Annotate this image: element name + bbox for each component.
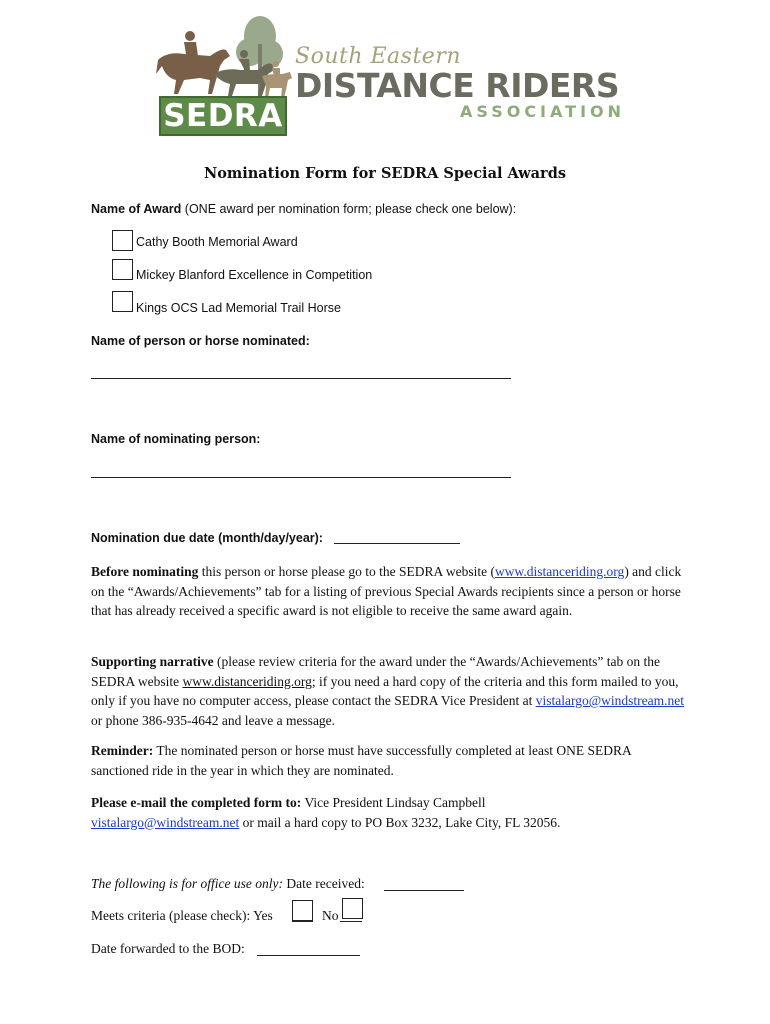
email-instructions-paragraph	[91, 793, 691, 832]
checkbox-kings-ocs-lad[interactable]	[112, 291, 133, 312]
reminder-paragraph	[91, 741, 691, 780]
email-lead: Please e-mail the completed form to:	[91, 795, 302, 810]
logo-script-text: South Eastern	[295, 44, 461, 69]
reminder-lead: Reminder:	[91, 743, 154, 758]
nominee-label: Name of person or horse nominated:	[91, 334, 310, 348]
yes-underline	[292, 921, 313, 922]
logo-association-text: ASSOCIATION	[460, 102, 626, 121]
before-text-1: this person or horse please go to the SEDRA website (	[198, 564, 495, 579]
narrative-text-2: ; if you need a hard copy of the criteria and this form mailed to you, only if you have no computer access, please contact the SEDRA Vice President at	[91, 673, 679, 708]
sedra-badge: SEDRA	[159, 96, 287, 136]
award-instruction: (ONE award per nomination form; please check one below):	[181, 202, 517, 216]
checkbox-cathy-booth[interactable]	[112, 230, 133, 251]
no-underline	[340, 921, 362, 922]
narrative-text-3: or phone 386-935-4642 and leave a message.	[91, 712, 336, 728]
due-date-input-line[interactable]	[334, 543, 460, 544]
sedra-logo	[150, 14, 626, 134]
office-use-intro: The following is for office use only:	[91, 876, 283, 891]
date-forwarded-input-line[interactable]	[257, 955, 360, 956]
checkbox-yes[interactable]	[292, 900, 313, 921]
before-text-2: ) and click on the “Awards/Achievements” tab for a listing of previous Special Awards recipients since a person or horse that has already received a specific award is not eligible to receive the same award again.	[91, 564, 682, 618]
date-received-input-line[interactable]	[384, 890, 464, 891]
date-forwarded-label: Date forwarded to the BOD:	[91, 941, 245, 956]
award-option-1: Cathy Booth Memorial Award	[136, 235, 298, 249]
form-title: Nomination Form for SEDRA Special Awards	[203, 165, 567, 182]
supporting-narrative-paragraph	[91, 652, 691, 730]
logo-main-text: DISTANCE RIDERS	[295, 66, 620, 105]
award-option-2: Mickey Blanford Excellence in Competition	[136, 268, 373, 282]
before-nominating-lead: Before nominating	[91, 564, 199, 579]
nominee-input-line[interactable]	[91, 378, 511, 379]
award-label: Name of Award	[91, 202, 182, 216]
checkbox-mickey-blanford[interactable]	[112, 259, 133, 280]
nominator-input-line[interactable]	[91, 477, 511, 478]
email-text-1: Vice President Lindsay Campbell	[301, 795, 486, 810]
before-nominating-paragraph	[91, 562, 691, 621]
nominator-label: Name of nominating person:	[91, 432, 261, 446]
no-label: No	[322, 908, 339, 923]
narrative-text-1: (please review criteria for the award under the “Awards/Achievements” tab on the SEDRA website	[91, 654, 660, 689]
checkbox-no[interactable]	[342, 898, 363, 919]
reminder-text: The nominated person or horse must have successfully completed at least ONE SEDRA sanctioned ride in the year in which they are nominated.	[91, 743, 632, 778]
email-text-2: or mail a hard copy to PO Box 3232, Lake City, FL 32056.	[239, 814, 561, 830]
email-link-1[interactable]: vistalargo@windstream.net	[535, 693, 684, 708]
due-date-label: Nomination due date (month/day/year):	[91, 531, 323, 545]
narrative-lead: Supporting narrative	[91, 654, 214, 669]
award-option-3: Kings OCS Lad Memorial Trail Horse	[136, 301, 341, 315]
date-received-label: Date received:	[283, 876, 365, 891]
award-label-line	[91, 202, 516, 216]
meets-criteria-label: Meets criteria (please check): Yes	[91, 908, 273, 923]
website-link[interactable]: www.distanceriding.org	[494, 564, 625, 579]
office-use-line	[91, 876, 365, 892]
website-link-2[interactable]: www.distanceriding.org	[182, 673, 312, 689]
email-link-2[interactable]: vistalargo@windstream.net	[91, 814, 240, 830]
